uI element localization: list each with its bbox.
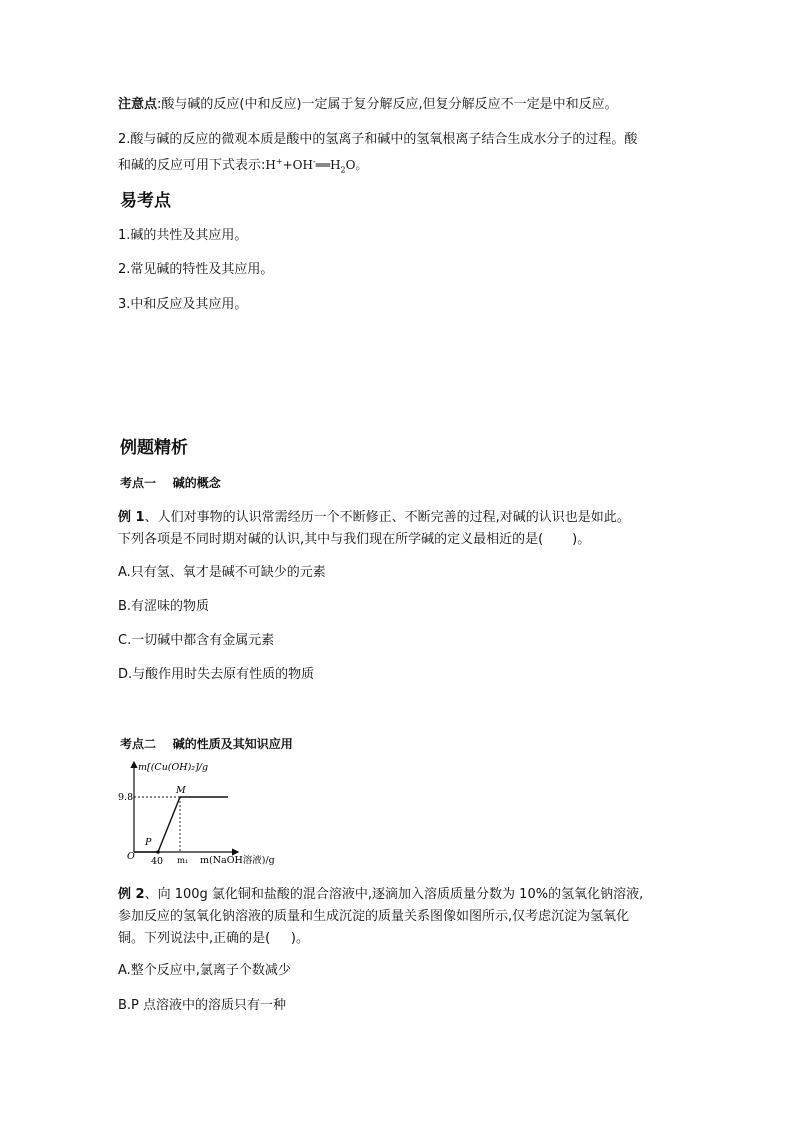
easy-item-3: 3.中和反应及其应用。 [118,297,248,312]
examples-section-title: 例题精析 [120,438,188,458]
y-axis-label: m[(Cu(OH)₂]/g [138,762,209,773]
example2-option-a: A.整个反应中,氯离子个数减少 [118,963,291,978]
example1-option-b: B.有涩味的物质 [118,599,210,614]
x-tick-m1: m₁ [177,856,189,866]
easy-item-2: 2.常见碱的特性及其应用。 [118,262,274,277]
note-paragraph [118,94,618,116]
note-text: :酸与碱的反应(中和反应)一定属于复分解反应,但复分解反应不一定是中和反应。 [157,97,618,112]
point2-prefix: 和碱的反应可用下式表示: [118,158,266,173]
example1-label: 例 1 [118,510,145,525]
y-tick-label: 9.8 [118,792,134,803]
point2-line2 [118,151,367,181]
example2-label: 例 2 [118,887,145,902]
point2-line1: 2.酸与碱的反应的微观本质是酸中的氢离子和碱中的氢氧根离子结合生成水分子的过程。酸 [118,132,638,147]
x-tick-40: 40 [151,856,164,867]
example1-line1: 例 1、人们对事物的认识常需经历一个不断修正、不断完善的过程,对碱的认识也是如此。 [118,510,630,525]
example1-option-c: C.一切碱中都含有金属元素 [118,633,275,648]
example2-line3: 铜。下列说法中,正确的是( )。 [118,931,309,946]
knowledge-point-2: 考点二 碱的性质及其知识应用 [120,737,293,751]
point-p-marker [156,850,160,854]
knowledge-point-1: 考点一 碱的概念 [120,476,221,490]
example2-line2: 参加反应的氢氧化钠溶液的质量和生成沉淀的质量关系图像如图所示,仅考虑沉淀为氢氧化 [118,909,630,924]
example1-line2: 下列各项是不同时期对碱的认识,其中与我们现在所学碱的定义最相近的是( )。 [118,532,591,547]
point-p-label: P [145,837,152,848]
origin-label: O [127,851,135,862]
note-label: 注意点 [118,97,158,112]
precipitate-chart [118,758,288,870]
example2-option-b: B.P 点溶液中的溶质只有一种 [118,998,287,1013]
easy-item-1: 1.碱的共性及其应用。 [118,228,248,243]
equation-arrow: ══ [315,158,331,172]
easy-section-title: 易考点 [120,191,171,211]
example1-option-d: D.与酸作用时失去原有性质的物质 [118,667,315,682]
example1-option-a: A.只有氢、氧才是碱不可缺少的元素 [118,565,326,580]
ion-equation: $H^++OH^-══H_2O$。 [265,157,368,175]
point-m-label: M [176,785,186,796]
example2-line1: 例 2、向 100g 氯化铜和盐酸的混合溶液中,逐滴加入溶质质量分数为 10%的氢氧化钠溶液, [118,887,644,902]
x-axis-label: m(NaOH溶液)/g [200,855,275,866]
